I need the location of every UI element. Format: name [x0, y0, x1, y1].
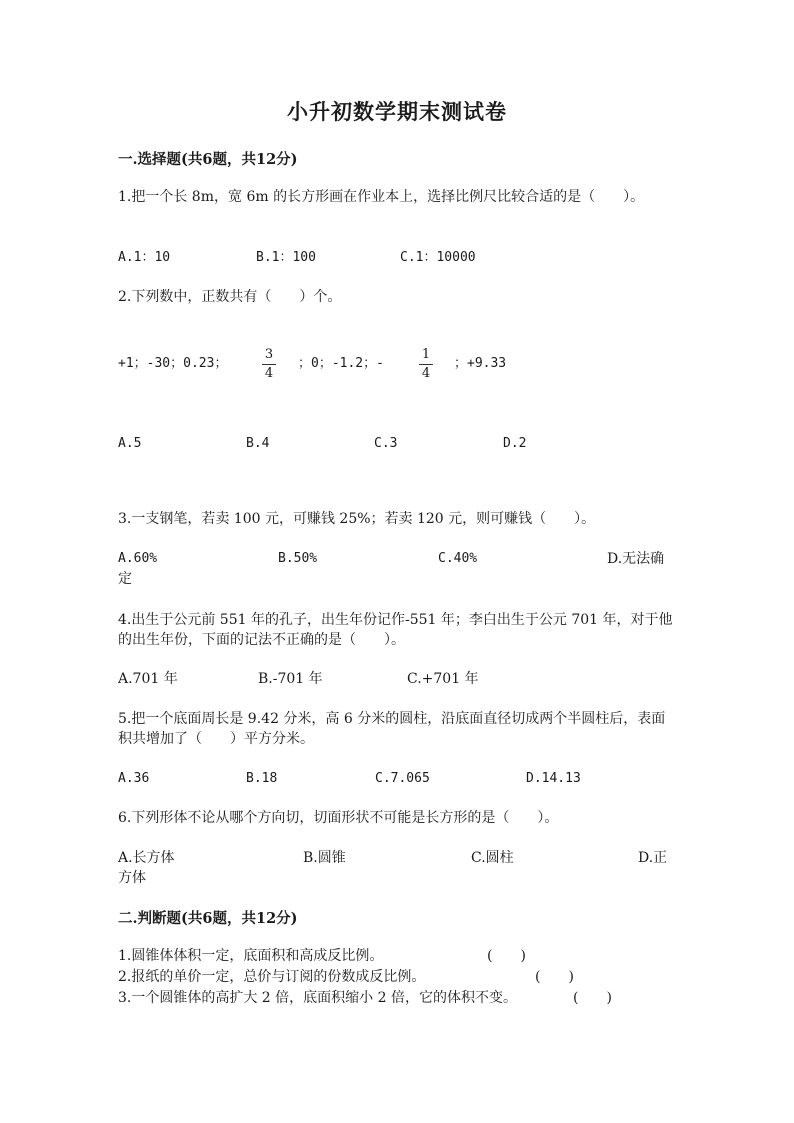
q5-option-a: A.36 [118, 771, 150, 786]
page-title: 小升初数学期末测试卷 [287, 99, 507, 124]
section-heading-judgement: 二.判断题(共6题，共12分) [118, 910, 298, 927]
q6-option-d: D.正 [638, 850, 668, 866]
fraction-numerator: 1 [421, 347, 431, 362]
q1-option-c: C.1：10000 [400, 250, 476, 265]
q2-option-c: C.3 [374, 436, 398, 451]
judgement-item-2-paren: ( ) [535, 969, 574, 985]
judgement-item-2: 2.报纸的单价一定，总价与订阅的份数成反比例。 [118, 969, 426, 985]
section-heading-choice: 一.选择题(共6题，共12分) [118, 151, 298, 168]
q1-option-a: A.1：10 [118, 250, 171, 265]
judgement-item-1-paren: ( ) [487, 948, 526, 964]
q2-expression-part-c: ；+9.33 [454, 356, 507, 371]
q2-expression-part-b: ；0；-1.2；- [298, 356, 384, 371]
q5-option-d: D.14.13 [526, 771, 581, 786]
q6-option-a: A.长方体 [118, 850, 175, 866]
q3-option-a: A.60% [118, 551, 158, 566]
question-1: 1.把一个长 8m，宽 6m 的长方形画在作业本上，选择比例尺比较合适的是（ ）。 [118, 189, 645, 205]
fraction-one-quarter [419, 348, 433, 381]
q6-option-b: B.圆锥 [303, 850, 346, 866]
q1-option-b: B.1：100 [256, 250, 316, 265]
question-5: 5.把一个底面周长是 9.42 分米，高 6 分米的圆柱，沿底面直径切成两个半圆柱后，表面积共增加了（ ）平方分米。 [118, 711, 666, 747]
judgement-item-1: 1.圆锥体体积一定，底面积和高成反比例。 [118, 948, 384, 964]
q5-option-b: B.18 [246, 771, 278, 786]
q6-option-c: C.圆柱 [471, 850, 514, 866]
question-2: 2.下列数中，正数共有（ ）个。 [118, 289, 342, 305]
fraction-bar [419, 364, 433, 365]
question-4: 4.出生于公元前 551 年的孔子，出生年份记作-551 年；李白出生于公元 701 年，对于他的出生年份，下面的记法不正确的是（ ）。 [118, 612, 673, 648]
q3-option-d: D.无法确 [607, 551, 665, 567]
q4-option-b: B.-701 年 [258, 671, 323, 687]
question-3: 3.一支钢笔，若卖 100 元，可赚钱 25%；若卖 120 元，则可赚钱（ ）。 [118, 511, 596, 527]
judgement-item-3-paren: ( ) [573, 990, 612, 1006]
q3-option-b: B.50% [278, 551, 318, 566]
q2-option-d: D.2 [503, 436, 527, 451]
fraction-numerator: 3 [264, 347, 274, 362]
fraction-denominator: 4 [264, 366, 274, 381]
q5-option-c: C.7.065 [375, 771, 430, 786]
question-6: 6.下列形体不论从哪个方向切，切面形状不可能是长方形的是（ ）。 [118, 810, 559, 826]
fraction-denominator: 4 [421, 366, 431, 381]
fraction-bar [262, 364, 276, 365]
q3-option-c: C.40% [438, 551, 478, 566]
q4-option-a: A.701 年 [118, 671, 178, 687]
q6-option-d-wrap: 方体 [118, 870, 146, 886]
judgement-item-3: 3.一个圆锥体的高扩大 2 倍，底面积缩小 2 倍，它的体积不变。 [118, 990, 517, 1006]
q2-option-b: B.4 [246, 436, 270, 451]
q2-option-a: A.5 [118, 436, 142, 451]
q3-option-d-wrap: 定 [118, 571, 132, 587]
fraction-three-quarters [262, 348, 276, 381]
q2-expression-part-a: +1；-30；0.23； [118, 356, 228, 371]
q4-option-c: C.+701 年 [407, 671, 479, 687]
